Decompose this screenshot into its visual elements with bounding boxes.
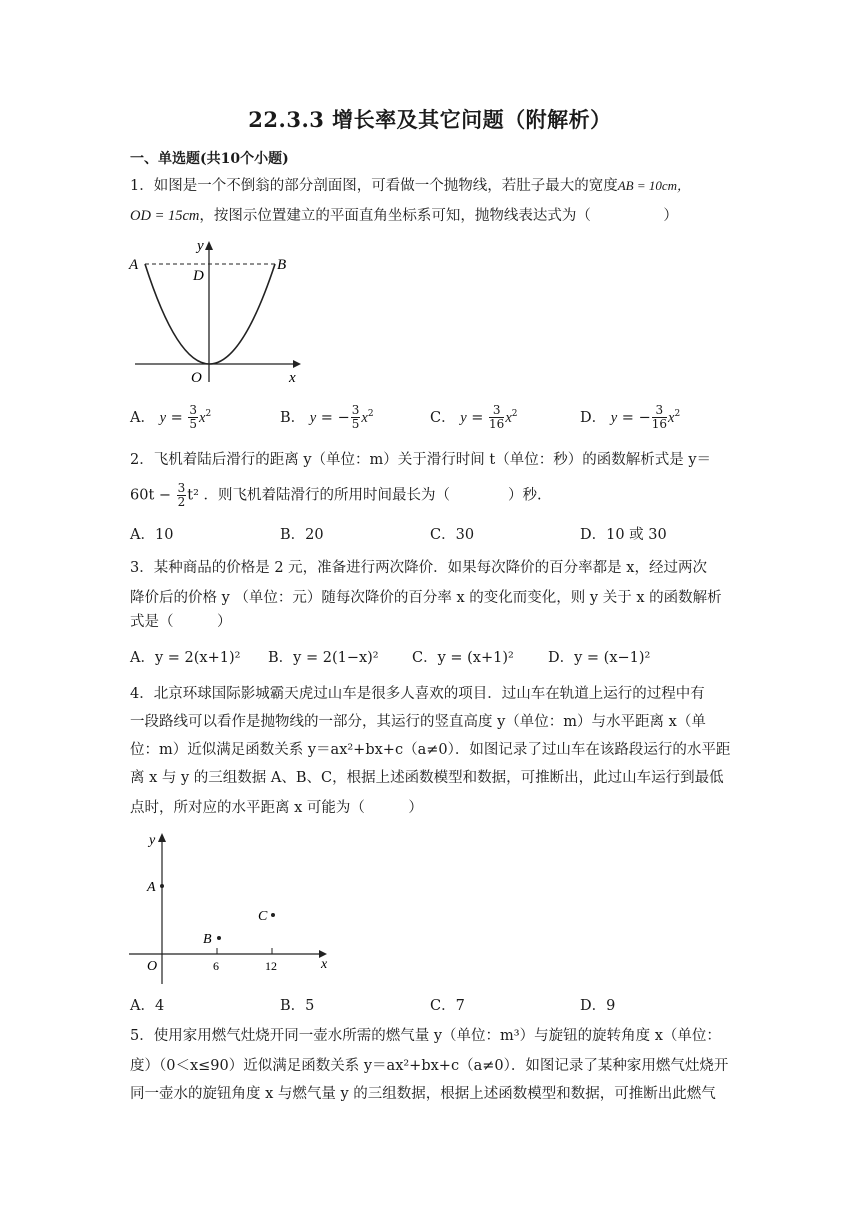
- q4-option-b[interactable]: B．5: [280, 998, 315, 1014]
- q4-origin: O: [147, 959, 158, 974]
- fraction: $\frac{3}{16}$: [489, 403, 505, 432]
- q1-origin: O: [191, 370, 202, 386]
- q4-axis-x-label: x: [321, 957, 328, 972]
- q5-line-2: 度）（0＜x≤90）近似满足函数关系 y＝ax²+bx+c（a≠0）．如图记录了某种家用燃气灶烧开: [130, 1058, 729, 1074]
- q4-line-4: 离 x 与 y 的三组数据 A、B、C，根据上述函数模型和数据，可推断出，此过山车运行到最低: [130, 770, 724, 786]
- q1-point-d: D: [193, 268, 204, 284]
- q1-text-1: 1．如图是一个不倒翁的部分剖面图，可看做一个抛物线，若肚子最大的宽度: [130, 178, 618, 194]
- q4-line-3: 位：m）近似满足函数关系 y＝ax²+bx+c（a≠0）．如图记录了过山车在该路段运行的水平距: [130, 742, 731, 758]
- fraction: $\frac{3}{16}$: [651, 403, 667, 432]
- q4-point-b-label: B: [203, 932, 212, 947]
- q3-option-d[interactable]: D．y = (x−1)²: [548, 650, 651, 666]
- q1-option-c[interactable]: C． y = $\frac{3}{16}$ $x^2$: [430, 403, 518, 432]
- q4-option-a[interactable]: A．4: [130, 998, 165, 1014]
- q4-scatter-figure: [125, 828, 340, 988]
- q2-option-c[interactable]: C．30: [430, 527, 475, 543]
- q3-line-1: 3．某种商品的价格是 2 元，准备进行两次降价．如果每次降价的百分率都是 x，经过两次: [130, 560, 707, 576]
- page-title: 22.3.3 增长率及其它问题（附解析）: [248, 107, 612, 132]
- section-heading: 一、单选题(共10个小题): [130, 151, 289, 167]
- q1-axis-x-label: x: [289, 370, 296, 386]
- q1-option-d[interactable]: D． y = − $\frac{3}{16}$ $x^2$: [580, 403, 681, 432]
- q2-option-a[interactable]: A．10: [130, 527, 174, 543]
- q4-option-c[interactable]: C．7: [430, 998, 465, 1014]
- q3-line-2: 降价后的价格 y （单位：元）随每次降价的百分率 x 的变化而变化，则 y 关于 x 的函数解析: [130, 590, 722, 606]
- q4-point-a-dot: [160, 884, 164, 888]
- q1-option-b[interactable]: B． y = − $\frac{3}{5}$ $x^2$: [280, 403, 374, 432]
- fraction: $\frac{3}{2}$: [177, 481, 186, 509]
- q4-line-5: 点时，所对应的水平距离 x 可能为（ ）: [130, 800, 423, 816]
- q1-od-value: OD = 15cm: [130, 208, 200, 224]
- q4-axis-y-label: y: [149, 833, 156, 848]
- q3-option-c[interactable]: C．y = (x+1)²: [412, 650, 514, 666]
- q4-line-1: 4．北京环球国际影城霸天虎过山车是很多人喜欢的项目．过山车在轨道上运行的过程中有: [130, 686, 705, 702]
- q1-line-2: [130, 206, 678, 226]
- q3-option-b[interactable]: B．y = 2(1−x)²: [268, 650, 379, 666]
- q4-point-c-label: C: [258, 909, 268, 924]
- q4-point-a-label: A: [147, 880, 156, 895]
- q3-option-a[interactable]: A．y = 2(x+1)²: [130, 650, 241, 666]
- q2-line-1: 2．飞机着陆后滑行的距离 y（单位：m）关于滑行时间 t（单位：秒）的函数解析式是 y＝: [130, 452, 712, 468]
- q2-option-b[interactable]: B．20: [280, 527, 324, 543]
- q4-point-c-dot: [271, 913, 275, 917]
- q4-tick-12: 12: [265, 959, 277, 973]
- q1-parabola-figure: [125, 236, 305, 386]
- q4-point-b-dot: [217, 936, 221, 940]
- q5-line-1: 5．使用家用燃气灶烧开同一壶水所需的燃气量 y（单位：m³）与旋钮的旋转角度 x（单位：: [130, 1028, 721, 1044]
- fraction: $\frac{3}{5}$: [351, 403, 360, 432]
- q1-text-2: ，按图示位置建立的平面直角坐标系可知，抛物线表达式为（ ）: [199, 208, 678, 224]
- q1-line-1: [130, 176, 690, 196]
- q2-option-d[interactable]: D．10 或 30: [580, 527, 667, 543]
- q1-ab-value: AB = 10cm，: [617, 178, 691, 193]
- fraction: $\frac{3}{5}$: [189, 403, 198, 432]
- q4-option-d[interactable]: D．9: [580, 998, 616, 1014]
- q1-option-a[interactable]: A． y = $\frac{3}{5}$ $x^2$: [130, 403, 212, 432]
- q1-point-a: A: [129, 257, 139, 273]
- q4-line-2: 一段路线可以看作是抛物线的一部分，其运行的竖直高度 y（单位：m）与水平距离 x（单: [130, 714, 706, 730]
- q5-line-3: 同一壶水的旋钮角度 x 与燃气量 y 的三组数据，根据上述函数模型和数据，可推断出此燃气: [130, 1086, 716, 1102]
- q4-tick-6: 6: [213, 959, 219, 973]
- q3-line-3: 式是（ ）: [130, 614, 232, 630]
- q1-point-b: B: [277, 257, 287, 273]
- q2-line-2: 60t − $\frac{3}{2}$ t² ．则飞机着陆滑行的所用时间最长为（ ）秒.: [130, 481, 542, 509]
- q1-axis-y-label: y: [197, 238, 204, 254]
